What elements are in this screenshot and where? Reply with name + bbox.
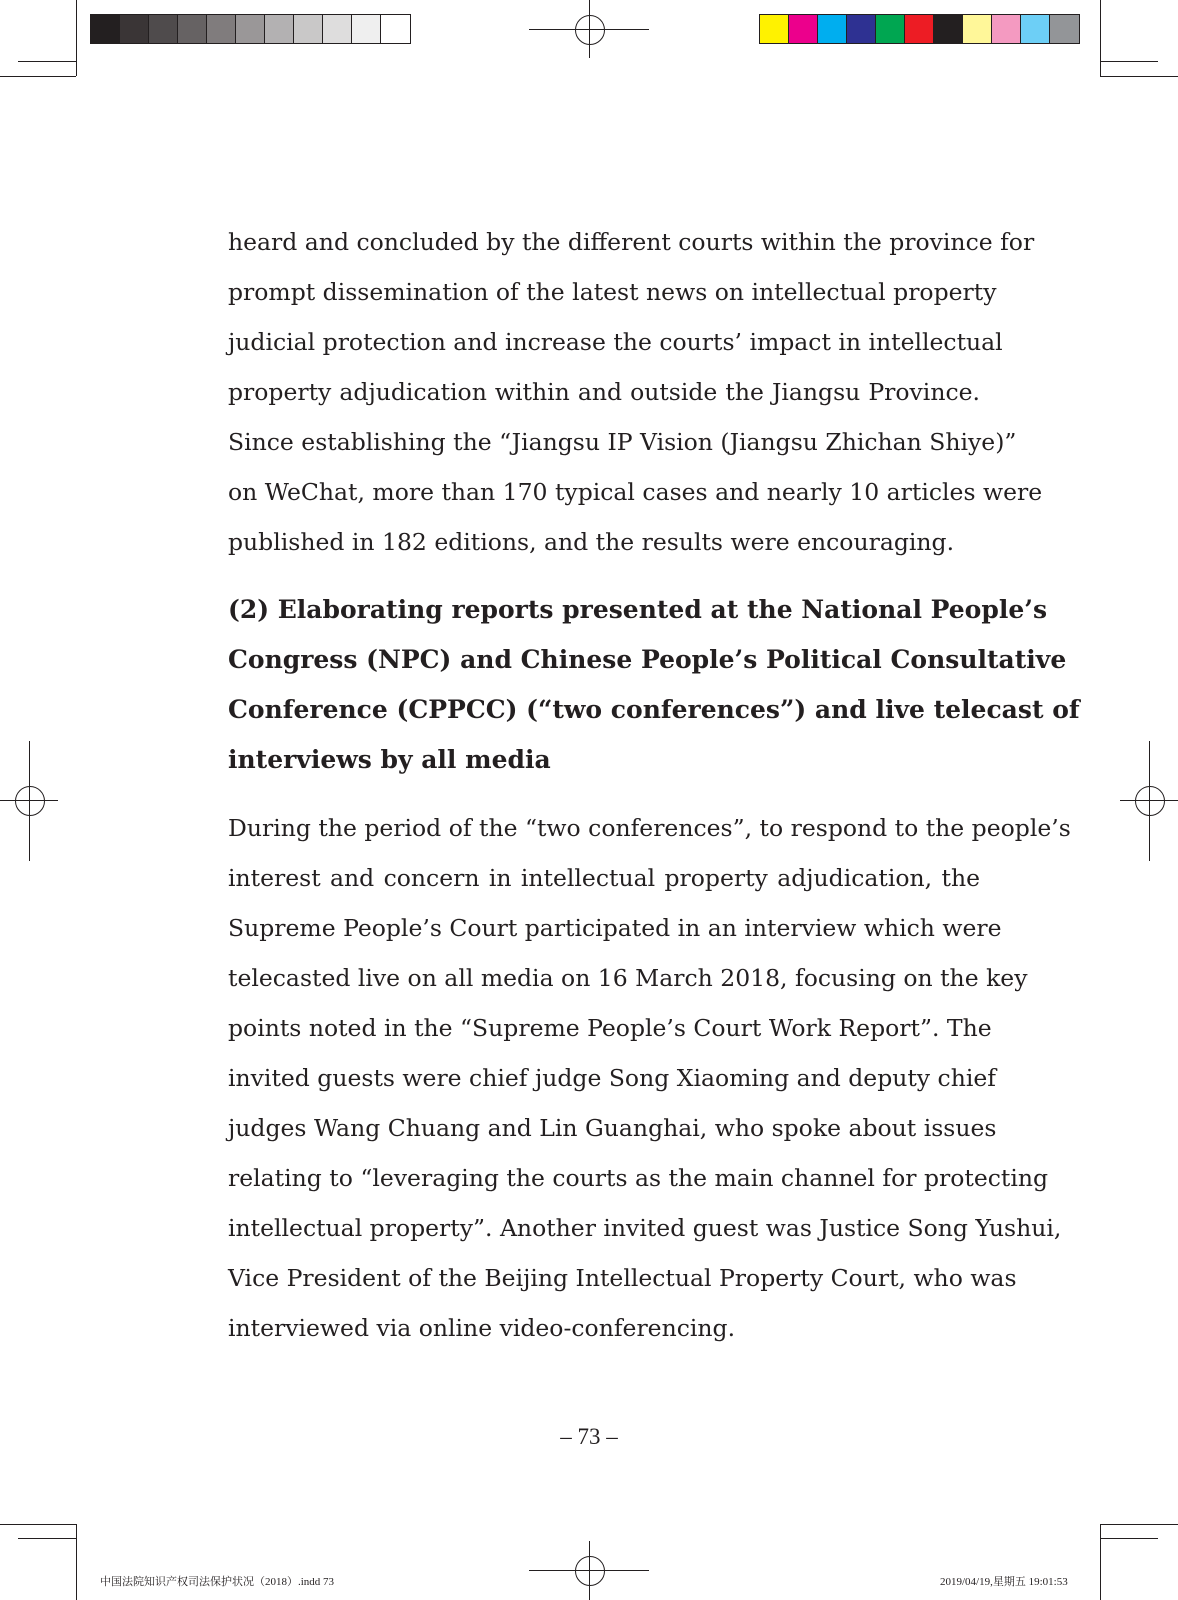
text-line: Since establishing the “Jiangsu IP Vision (Jiangsu Zhichan Shiye)” <box>228 428 1017 456</box>
process-color-swatch <box>963 15 992 43</box>
text-line: invited guests were chief judge Song Xiaoming and deputy chief <box>228 1064 996 1092</box>
body-paragraph-2 <box>228 803 1071 1353</box>
crop-mark <box>0 1524 76 1525</box>
crop-mark <box>18 61 76 62</box>
grayscale-swatch <box>91 15 120 43</box>
process-color-swatch <box>905 15 934 43</box>
process-color-swatch <box>992 15 1021 43</box>
text-line: telecasted live on all media on 16 March 2018, focusing on the key <box>228 964 1028 992</box>
heading-line: interviews by all media <box>228 745 551 774</box>
heading-line: (2) Elaborating reports presented at the National People’s <box>228 595 1048 624</box>
grayscale-swatch <box>178 15 207 43</box>
text-line: judicial protection and increase the courts’ impact in intellectual <box>228 328 1003 356</box>
grayscale-swatch <box>149 15 178 43</box>
registration-circle <box>575 15 605 45</box>
grayscale-swatch <box>120 15 149 43</box>
slug-timestamp: 2019/04/19,星期五 19:01:53 <box>940 1576 1068 1588</box>
text-line: heard and concluded by the different courts within the province for <box>228 228 1035 256</box>
crop-mark <box>76 0 77 76</box>
registration-circle <box>1135 786 1165 816</box>
grayscale-swatch <box>323 15 352 43</box>
heading-line: Congress (NPC) and Chinese People’s Political Consultative <box>228 645 1067 674</box>
crop-mark <box>1100 1524 1101 1600</box>
slug-file-info: 中国法院知识产权司法保护状况（2018）.indd 73 <box>100 1576 335 1588</box>
text-line: on WeChat, more than 170 typical cases and nearly 10 articles were <box>228 478 1043 506</box>
text-line: Supreme People’s Court participated in an interview which were <box>228 914 1002 942</box>
text-line: points noted in the “Supreme People’s Court Work Report”. The <box>228 1014 992 1042</box>
text-line: published in 182 editions, and the results were encouraging. <box>228 528 955 556</box>
crop-mark <box>1100 0 1101 76</box>
grayscale-swatch <box>352 15 381 43</box>
process-color-swatch <box>1050 15 1079 43</box>
text-line: property adjudication within and outside the Jiangsu Province. <box>228 378 980 406</box>
crop-mark <box>1100 1538 1158 1539</box>
grayscale-swatch <box>265 15 294 43</box>
registration-circle <box>575 1556 605 1586</box>
crop-mark <box>18 1538 76 1539</box>
text-line: intellectual property”. Another invited guest was Justice Song Yushui, <box>228 1214 1062 1242</box>
heading-line: Conference (CPPCC) (“two conferences”) and live telecast of <box>228 695 1080 724</box>
text-line: interest and concern in intellectual property adjudication, the <box>228 864 980 892</box>
text-line: During the period of the “two conferences”, to respond to the people’s <box>228 814 1071 842</box>
process-color-swatch <box>847 15 876 43</box>
process-color-bar <box>759 14 1080 44</box>
process-color-swatch <box>760 15 789 43</box>
process-color-swatch <box>818 15 847 43</box>
body-paragraph-1 <box>228 217 1043 567</box>
process-color-swatch <box>789 15 818 43</box>
process-color-swatch <box>934 15 963 43</box>
text-line: interviewed via online video-conferencing. <box>228 1314 736 1342</box>
grayscale-swatch <box>207 15 236 43</box>
text-line: judges Wang Chuang and Lin Guanghai, who spoke about issues <box>228 1114 997 1142</box>
crop-mark <box>1100 61 1158 62</box>
grayscale-color-bar <box>90 14 411 44</box>
crop-mark <box>1100 1524 1178 1525</box>
text-line: Vice President of the Beijing Intellectual Property Court, who was <box>228 1264 1017 1292</box>
crop-mark <box>1100 76 1178 77</box>
crop-mark <box>76 1524 77 1600</box>
page-number: – 73 – <box>560 1424 618 1449</box>
text-line: prompt dissemination of the latest news on intellectual property <box>228 278 997 306</box>
crop-mark <box>0 76 76 77</box>
grayscale-swatch <box>294 15 323 43</box>
grayscale-swatch <box>381 15 410 43</box>
text-line: relating to “leveraging the courts as the main channel for protecting <box>228 1164 1049 1192</box>
process-color-swatch <box>1021 15 1050 43</box>
process-color-swatch <box>876 15 905 43</box>
registration-circle <box>15 786 45 816</box>
grayscale-swatch <box>236 15 265 43</box>
section-heading <box>228 585 1080 785</box>
